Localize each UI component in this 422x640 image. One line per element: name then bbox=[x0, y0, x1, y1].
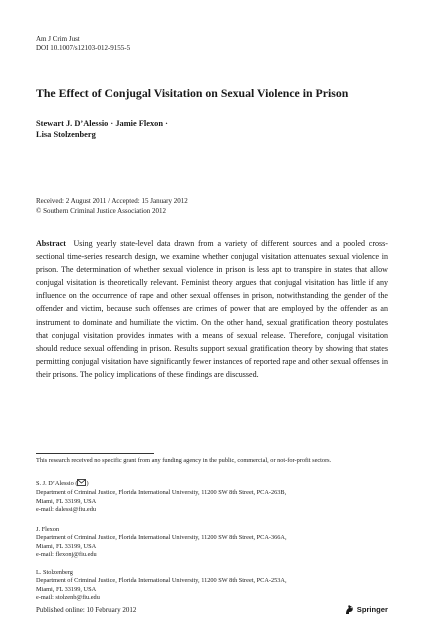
journal-name: Am J Crim Just bbox=[36, 35, 80, 43]
affiliation-name: J. Flexon bbox=[36, 526, 60, 533]
published-date: Published online: 10 February 2012 bbox=[36, 606, 137, 614]
affiliation-block bbox=[36, 569, 388, 603]
affiliation-block bbox=[36, 526, 388, 560]
affiliation-name: L. Stolzenberg bbox=[36, 569, 73, 576]
article-title: The Effect of Conjugal Visitation on Sexual Violence in Prison bbox=[36, 86, 349, 100]
publisher-name: Springer bbox=[356, 605, 388, 614]
affiliation-email[interactable]: e-mail: flexonj@fiu.edu bbox=[36, 551, 97, 559]
footnote-divider bbox=[36, 453, 154, 454]
author-list bbox=[36, 118, 168, 140]
journal-doi: DOI 10.1007/s12103-012-9155-5 bbox=[36, 44, 131, 52]
affiliation-city: Miami, FL 33199, USA bbox=[36, 542, 97, 550]
affiliation-city: Miami, FL 33199, USA bbox=[36, 497, 97, 505]
affiliation-email[interactable]: e-mail: stolzenb@fiu.edu bbox=[36, 594, 100, 602]
abstract-text: Using yearly state-level data drawn from a variety of different sources and a pooled cross-sectional time-series research design, we examine whether conjugal visitation attenuates sexual violence in prison. The determination of whether sexual violence in prison is less apt to transpire in states that allow conjugal visitation is theoretically relevant. Feminist theory argues that conjugal visitation has little if any influence on the occurrence of rape and other sexual offenses in prison, notwithstanding the gender of the offender and victim, because such offenses are crimes of power that are employed by the offender as an instrument to dominate and humiliate the victim. On the other hand, sexual gratification theory postulates that conjugal visitation provides inmates with a means of sexual release. Therefore, conjugal visitation should reduce sexual offending in prison. Results support sexual gratification theory by showing that states permitting conjugal visitation have significantly fewer instances of reported rape and other sexual offenses in their prisons. The policy implications of these findings are discussed. bbox=[36, 239, 388, 379]
received-accepted-dates: Received: 2 August 2011 / Accepted: 15 January 2012 bbox=[36, 197, 188, 205]
springer-horse-icon bbox=[344, 604, 355, 615]
affiliation-department: Department of Criminal Justice, Florida International University, 11200 SW 8th Street, PCA-253A, bbox=[36, 577, 287, 585]
abstract bbox=[36, 237, 388, 381]
author-line: Lisa Stolzenberg bbox=[36, 130, 96, 139]
affiliation-email[interactable]: e-mail: dalessi@fiu.edu bbox=[36, 506, 97, 514]
journal-header bbox=[36, 35, 130, 53]
envelope-icon bbox=[77, 479, 86, 489]
affiliation-department: Department of Criminal Justice, Florida International University, 11200 SW 8th Street, PCA-366A, bbox=[36, 534, 287, 542]
affiliation-department: Department of Criminal Justice, Florida International University, 11200 SW 8th Street, PCA-263B, bbox=[36, 489, 287, 497]
affiliation-block: S. J. D’Alessio ( ) Department of Criminal Justice, Florida International University, 11200 SW 8th Street, PCA-263B, Miami, FL 33199, USA e-mail: dalessi@fiu.edu bbox=[36, 479, 388, 515]
publisher-logo bbox=[344, 604, 388, 615]
article-dates bbox=[36, 197, 188, 216]
affiliation-city: Miami, FL 33199, USA bbox=[36, 585, 97, 593]
funding-note: This research received no specific grant from any funding agency in the public, commercial, or not-for-profit sectors. bbox=[36, 457, 332, 464]
copyright-notice: © Southern Criminal Justice Association 2012 bbox=[36, 206, 166, 215]
affiliation-name: S. J. D’Alessio bbox=[36, 480, 74, 487]
abstract-label: Abstract bbox=[36, 239, 66, 248]
author-line: Stewart J. D’Alessio · Jamie Flexon · bbox=[36, 119, 168, 128]
